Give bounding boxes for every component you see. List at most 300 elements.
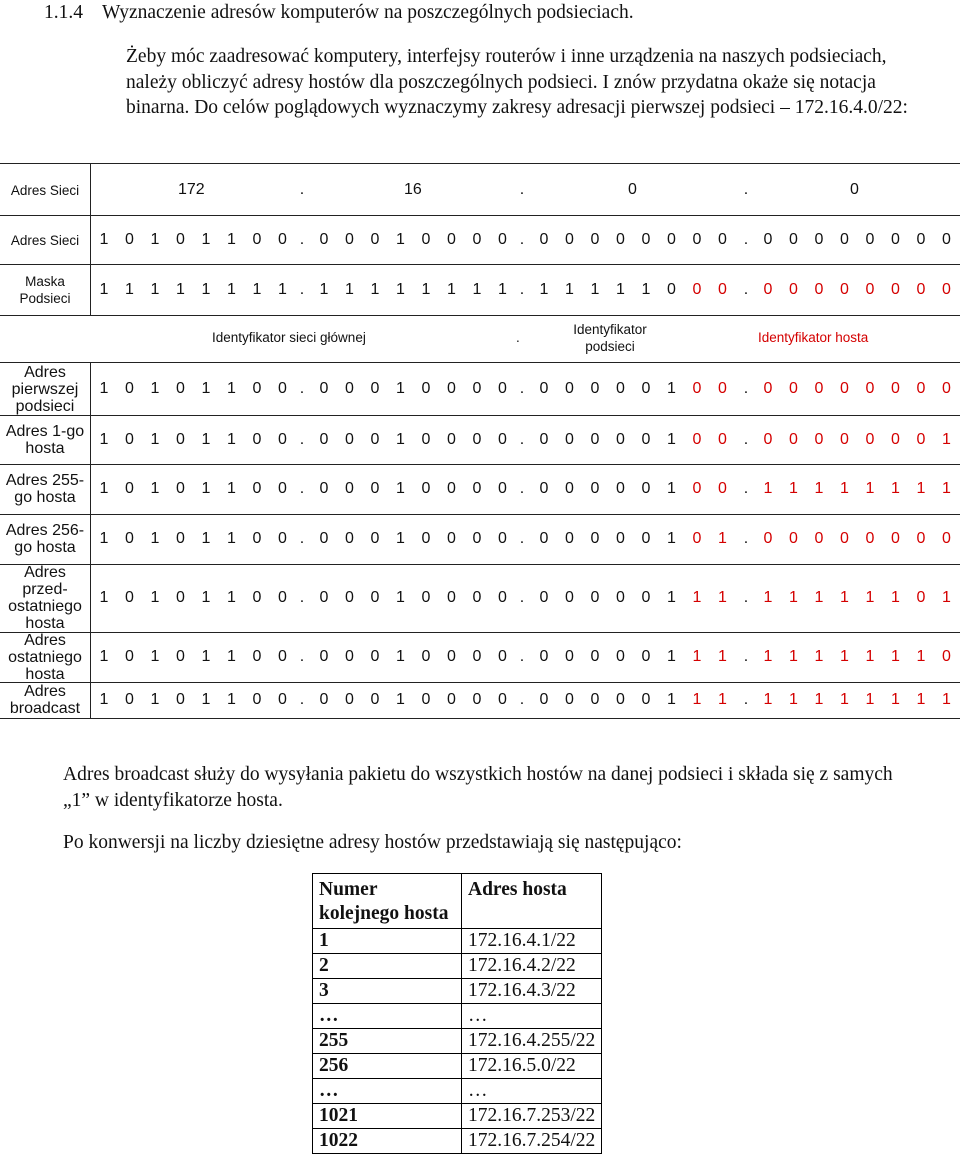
bit: 0 [616,431,625,448]
bit: 0 [641,431,651,448]
bit: 1 [99,380,109,397]
bit: 0 [565,380,574,397]
bit: 1 [396,431,405,448]
bit: 0 [641,691,651,708]
bit: 0 [565,231,574,248]
bit: 1 [916,648,926,665]
host-address-cell: … [462,1004,602,1029]
bit: 0 [692,431,702,448]
octet-separator: . [743,589,749,606]
bit: 0 [590,380,600,397]
bit-string [0,648,960,668]
bit: 0 [125,648,134,665]
bit: 0 [539,480,549,497]
octet-separator: . [299,691,305,708]
bit: 0 [252,431,262,448]
bit: 0 [718,380,727,397]
host-address-cell: 172.16.4.1/22 [462,929,602,954]
bit: 0 [789,431,798,448]
bit: 0 [539,589,549,606]
bit: 0 [498,648,507,665]
octet-separator: . [743,181,749,198]
table-row [313,1079,602,1104]
bit: 0 [319,480,329,497]
bit: 0 [814,431,824,448]
bit: 0 [718,431,727,448]
bit: 1 [227,231,236,248]
bit: 1 [421,281,431,298]
host-number-cell: 255 [313,1029,462,1054]
bit: 0 [319,231,329,248]
bit: 1 [840,691,849,708]
bit: 0 [814,231,824,248]
bit: 0 [345,480,354,497]
bit: 1 [396,589,405,606]
bit: 1 [150,691,160,708]
row-label: Adres 255-go hosta [5,472,85,506]
bit: 1 [718,589,727,606]
bit: 0 [447,648,456,665]
bit: 0 [319,589,329,606]
bit: 1 [150,530,160,547]
bit: 1 [942,480,951,497]
row-divider [0,464,960,465]
bit: 0 [539,380,549,397]
bit: 0 [176,231,185,248]
bit: 1 [201,281,211,298]
bit: 0 [345,691,354,708]
bit: 1 [667,480,676,497]
column-divider [90,163,91,315]
bit: 0 [539,530,549,547]
bit: 1 [789,480,798,497]
octet-separator: . [743,648,749,665]
octet-decimal: 172 [178,181,205,198]
bit: 1 [763,480,773,497]
bit: 1 [667,589,676,606]
bit: 1 [641,281,651,298]
row-divider [0,264,960,265]
table-row [313,1129,602,1154]
bit: 0 [319,530,329,547]
octet-separator: . [299,589,305,606]
bit: 1 [201,589,211,606]
bit: 1 [718,530,727,547]
bit: 0 [278,589,287,606]
bit: 1 [616,281,625,298]
row-divider [0,682,960,683]
header-dot: . [516,330,520,345]
intro-paragraph: Żeby móc zaadresować komputery, interfejsy routerów i inne urządzenia na naszych podsieciach, należy obliczyć adresy hostów dla poszczególnych podsieci. I znów przydatna okaże się notacja binarna. Do celów poglądowych wyznaczymy zakresy adresacji pierwszej podsieci – 172.16.4.0/22: [126,46,908,118]
bit-string [0,480,960,500]
octet-separator: . [519,431,525,448]
bit-string [0,530,960,550]
bit-string [0,281,960,301]
bit: 0 [472,648,482,665]
bit: 0 [789,281,798,298]
bit: 0 [916,530,926,547]
bit: 0 [942,380,951,397]
bit: 0 [916,589,926,606]
bit: 0 [319,691,329,708]
octet-separator: . [743,380,749,397]
bit: 1 [814,480,824,497]
bit: 0 [814,530,824,547]
bit: 0 [840,530,849,547]
bit: 0 [447,431,456,448]
bit: 1 [396,281,405,298]
row-label: Adres Sieci [10,182,80,198]
bit: 0 [865,431,875,448]
octet-separator: . [519,480,525,497]
bit: 0 [891,431,900,448]
bit: 0 [319,380,329,397]
bit: 1 [692,691,702,708]
octet-separator: . [519,530,525,547]
bit: 0 [718,231,727,248]
octet-separator: . [743,691,749,708]
bit: 0 [252,480,262,497]
bit: 0 [472,530,482,547]
bit: 1 [814,691,824,708]
host-address-cell: 172.16.4.3/22 [462,979,602,1004]
table-row [313,1104,602,1129]
bit: 0 [891,530,900,547]
bit: 0 [590,431,600,448]
row-label: Adres broadcast [9,683,81,717]
bit: 0 [763,281,773,298]
octet-separator: . [299,231,305,248]
bit: 1 [345,281,354,298]
bit: 1 [667,380,676,397]
section-heading [44,2,634,24]
decimal-table-header-row [313,874,602,929]
bit: 1 [789,691,798,708]
bit: 1 [227,431,236,448]
bit: 1 [227,691,236,708]
bit: 1 [942,691,951,708]
bit: 0 [252,380,262,397]
bit: 0 [789,231,798,248]
bit: 0 [891,281,900,298]
bit: 0 [891,380,900,397]
bit: 0 [421,431,431,448]
bit: 1 [176,281,185,298]
bit: 0 [590,480,600,497]
bit: 1 [814,589,824,606]
octet-separator: . [743,431,749,448]
bit: 1 [814,648,824,665]
host-number-cell: 1022 [313,1129,462,1154]
bit: 0 [498,231,507,248]
bit: 0 [370,480,380,497]
bit: 0 [278,380,287,397]
bit: 1 [201,530,211,547]
bit: 1 [396,530,405,547]
bit: 1 [99,281,109,298]
bit: 0 [278,691,287,708]
bit: 0 [370,380,380,397]
bit: 0 [252,648,262,665]
bit: 0 [565,431,574,448]
octet-separator: . [299,648,305,665]
bit: 0 [319,431,329,448]
bit: 1 [692,589,702,606]
bit: 0 [472,231,482,248]
bit: 0 [840,380,849,397]
bit: 0 [840,431,849,448]
bit: 1 [718,691,727,708]
octet-separator: . [519,181,525,198]
bit: 0 [345,530,354,547]
row-label: Adres pierwszej podsieci [11,363,79,415]
bit: 0 [641,480,651,497]
bit: 0 [472,380,482,397]
octet-decimal: 16 [404,181,422,198]
bit: 0 [252,691,262,708]
bit: 0 [498,530,507,547]
bit: 0 [176,480,185,497]
bit: 0 [176,530,185,547]
octet-separator: . [299,530,305,547]
bit: 0 [616,530,625,547]
bit: 0 [763,231,773,248]
bit: 1 [252,281,262,298]
bit: 0 [370,431,380,448]
bit: 0 [278,530,287,547]
octet-separator: . [519,231,525,248]
bit-string [0,589,960,609]
bit: 1 [667,691,676,708]
bit: 0 [421,589,431,606]
bit: 1 [891,589,900,606]
section-number: 1.1.4 [44,2,83,23]
host-id-header: Identyfikator hosta [758,330,869,345]
bit: 0 [370,231,380,248]
bit: 0 [176,691,185,708]
row-label: Adres Sieci [10,232,80,248]
bit: 1 [227,281,236,298]
bit: 0 [590,648,600,665]
bit: 0 [641,380,651,397]
bit: 1 [150,480,160,497]
bit: 1 [840,589,849,606]
bit: 0 [345,380,354,397]
bit: 0 [278,431,287,448]
bit: 1 [916,480,926,497]
bit: 0 [278,231,287,248]
table-row [313,929,602,954]
bit: 0 [176,380,185,397]
bit: 0 [942,648,951,665]
bit: 1 [667,648,676,665]
table-row [313,954,602,979]
bit: 0 [539,648,549,665]
bit: 1 [865,648,875,665]
bit: 0 [125,530,134,547]
bit: 0 [590,530,600,547]
bit: 0 [447,480,456,497]
bit: 0 [789,380,798,397]
bit: 1 [891,648,900,665]
bit: 1 [789,589,798,606]
table-row [313,979,602,1004]
bit: 1 [227,480,236,497]
bit: 0 [421,691,431,708]
bit: 0 [447,380,456,397]
bit: 1 [227,530,236,547]
bit: 0 [789,530,798,547]
bit: 0 [565,648,574,665]
header-host-address: Adres hosta [462,874,602,929]
bit: 0 [692,530,702,547]
bit: 1 [150,589,160,606]
bit: 0 [539,431,549,448]
bit: 0 [125,231,134,248]
bit: 0 [252,530,262,547]
bit: 0 [176,431,185,448]
octet-separator: . [519,589,525,606]
bit: 1 [396,480,405,497]
bit: 0 [916,231,926,248]
bit: 0 [421,380,431,397]
bit: 1 [99,530,109,547]
bit-string [0,380,960,400]
bit: 1 [840,480,849,497]
bit: 0 [421,530,431,547]
bit: 0 [942,231,951,248]
bit: 1 [667,530,676,547]
bit: 1 [865,589,875,606]
bit: 0 [916,431,926,448]
bit: 0 [616,231,625,248]
bit: 1 [396,648,405,665]
bit: 0 [840,281,849,298]
bit: 0 [498,480,507,497]
bit: 1 [370,281,380,298]
broadcast-note: Adres broadcast służy do wysyłania pakietu do wszystkich hostów na danej podsieci i składa się z samych „1” w identyfikatorze hosta. [63,764,893,811]
bit: 0 [916,380,926,397]
bit: 0 [370,648,380,665]
octet-separator: . [299,431,305,448]
bit: 1 [99,648,109,665]
host-number-cell: 1021 [313,1104,462,1129]
bit: 1 [201,231,211,248]
bit: 0 [125,431,134,448]
subnet-id-header: Identyfikator podsieci [573,322,647,354]
bit: 0 [641,530,651,547]
bit: 0 [565,589,574,606]
bit-string [0,431,960,451]
bit: 0 [763,530,773,547]
table-row [313,1054,602,1079]
row-divider [0,415,960,416]
bit: 1 [763,589,773,606]
bit: 0 [590,589,600,606]
bit: 1 [201,480,211,497]
bit: 0 [472,589,482,606]
conversion-note: Po konwersji na liczby dziesiętne adresy hostów przedstawiają się następująco: [63,832,682,853]
octet-decimal: 0 [628,181,637,198]
bit: 1 [396,691,405,708]
table-border-bottom [0,718,960,719]
bit: 1 [99,231,109,248]
bit: 0 [125,691,134,708]
bit: 1 [99,431,109,448]
bit: 0 [498,589,507,606]
bit: 0 [252,231,262,248]
octet-separator: . [519,648,525,665]
octet-separator: . [743,530,749,547]
bit: 0 [421,231,431,248]
bit: 1 [150,648,160,665]
host-number-cell: 1 [313,929,462,954]
bit: 1 [789,648,798,665]
row-label: Adres 1-go hosta [5,423,85,457]
bit: 0 [345,431,354,448]
bit: 0 [472,691,482,708]
bit: 0 [763,380,773,397]
bit: 0 [370,691,380,708]
bit: 1 [891,480,900,497]
bit: 1 [201,431,211,448]
octet-separator: . [299,281,305,298]
bit: 0 [278,648,287,665]
bit: 1 [150,231,160,248]
bit: 0 [718,480,727,497]
host-number-cell: … [313,1004,462,1029]
bit: 0 [125,589,134,606]
bit: 0 [865,530,875,547]
bit: 0 [498,431,507,448]
bit: 0 [370,530,380,547]
bit: 0 [472,480,482,497]
bit: 0 [840,231,849,248]
bit: 0 [125,480,134,497]
bit: 1 [840,648,849,665]
bit: 0 [176,589,185,606]
row-label: Maska Podsieci [19,274,71,306]
bit: 1 [396,231,405,248]
bit: 0 [278,480,287,497]
bit: 0 [692,380,702,397]
bit: 1 [201,691,211,708]
bit: 0 [641,231,651,248]
octet-decimal: 0 [850,181,859,198]
host-address-cell: 172.16.5.0/22 [462,1054,602,1079]
bit: 1 [865,480,875,497]
bit: 0 [814,281,824,298]
bit: 1 [763,691,773,708]
bit: 1 [498,281,507,298]
network-id-header: Identyfikator sieci głównej [212,330,366,345]
row-label: Adres 256-go hosta [5,522,85,556]
host-address-cell: … [462,1079,602,1104]
bit: 1 [718,648,727,665]
bit: 1 [942,589,951,606]
bit: 0 [616,380,625,397]
bit: 0 [565,480,574,497]
bit: 0 [565,530,574,547]
bit: 0 [692,281,702,298]
bit: 0 [692,231,702,248]
bit: 1 [763,648,773,665]
bit: 0 [590,231,600,248]
bit: 0 [447,231,456,248]
bit: 1 [916,691,926,708]
bit-string [0,691,960,711]
bit: 0 [590,691,600,708]
